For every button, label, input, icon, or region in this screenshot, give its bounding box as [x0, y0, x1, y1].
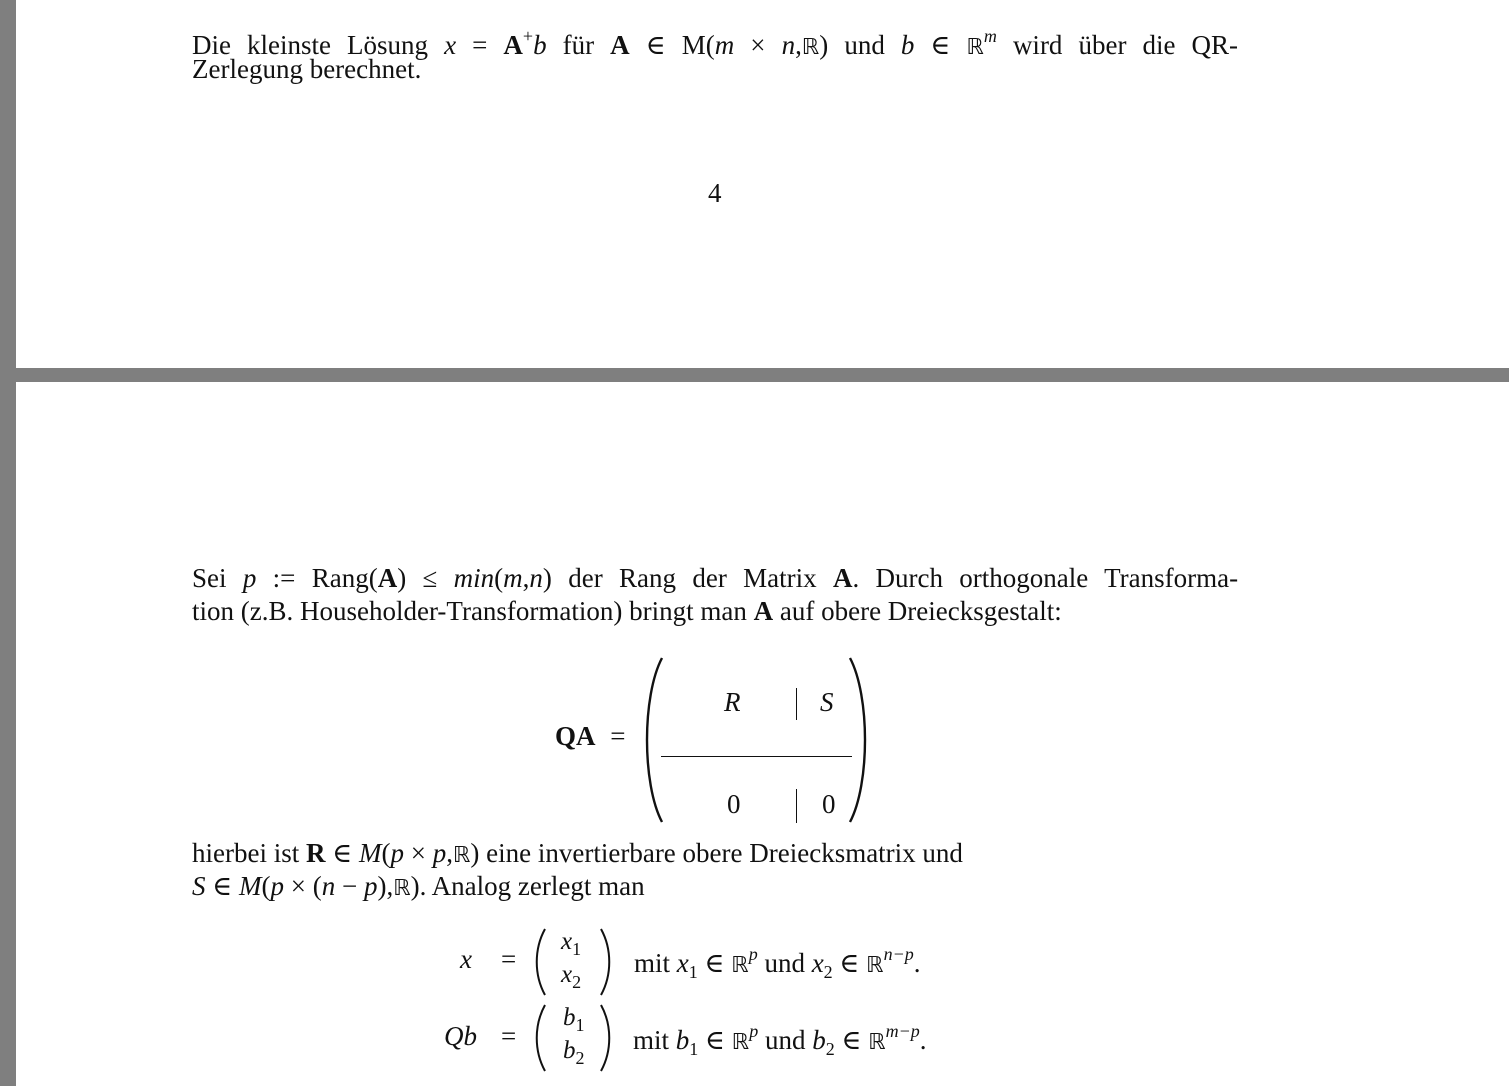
var-p: p — [363, 871, 378, 901]
var-m: m — [503, 563, 523, 593]
var-b: b — [563, 1004, 576, 1031]
var-n: n — [321, 871, 336, 901]
left-vector-paren — [532, 1003, 548, 1073]
subscript: 2 — [825, 1039, 835, 1059]
var-m: m — [714, 30, 735, 60]
element-of: ∈ — [839, 948, 860, 978]
right-vector-paren — [598, 927, 614, 997]
period: . — [919, 1025, 927, 1055]
comma: , — [386, 871, 394, 901]
word-und: und — [764, 1025, 806, 1055]
close-paren: ) — [377, 871, 387, 901]
element-of: ∈ — [705, 1025, 726, 1055]
x-condition — [634, 944, 921, 983]
matrix-A: A — [753, 596, 774, 626]
open-paren: ( — [261, 871, 271, 901]
intro-text-end: wird über die QR- — [1012, 30, 1239, 60]
block-R: R — [724, 687, 741, 717]
reals-symbol: ℝ — [731, 953, 749, 978]
reals-symbol: ℝ — [731, 1030, 750, 1055]
subscript: 1 — [688, 962, 698, 982]
equals-sign: = — [610, 721, 626, 751]
intro-paragraph-line-1: Die kleinste Lösung x = A+b für A ∈ M(m × n,ℝ) und b ∈ ℝ$^m$ wird über die QR- — [192, 26, 1239, 60]
matrix-A: A — [377, 563, 398, 593]
var-b: b — [675, 1025, 690, 1055]
matrix-QA: QA — [555, 721, 596, 751]
equation-lhs — [555, 721, 625, 752]
subscript: 2 — [823, 962, 833, 982]
word-und: und — [844, 30, 885, 60]
var-n: n — [529, 563, 543, 593]
qb-condition — [633, 1021, 927, 1060]
var-x: x — [561, 961, 573, 988]
transformation-text: tion (z.B. Householder-Transformation) bringt man — [192, 596, 747, 626]
exponent: n−p — [883, 944, 914, 964]
exponent: m−p — [885, 1021, 920, 1041]
analog-text: Analog zerlegt man — [431, 871, 645, 901]
times-sign: × — [290, 871, 306, 901]
var-x: x — [444, 30, 457, 60]
var-n: n — [781, 30, 796, 60]
element-of: ∈ — [645, 30, 666, 60]
comma: , — [446, 838, 453, 868]
reals-symbol: ℝ — [452, 843, 471, 868]
leq-sign: ) ≤ — [397, 563, 438, 593]
element-of: ∈ — [212, 871, 233, 901]
var-p: p — [270, 871, 284, 901]
left-vector-paren — [532, 927, 548, 997]
close-paren: ) — [819, 30, 829, 60]
vector-top-entry — [563, 1004, 585, 1036]
matrix-A: A — [610, 30, 630, 60]
var-p: p — [432, 838, 447, 868]
right-vector-paren — [598, 1003, 614, 1073]
var-Qb: Qb — [444, 1021, 477, 1051]
left-big-paren — [642, 656, 666, 824]
intro-paragraph-line-2: Zerlegung berechnet. — [192, 54, 422, 84]
element-of: ∈ — [332, 838, 353, 868]
document-page-1 — [16, 0, 1509, 368]
subscript: 2 — [575, 1048, 585, 1068]
exponent: p — [749, 1021, 759, 1041]
block-S: S — [820, 687, 834, 717]
reals-symbol: ℝ — [868, 1030, 886, 1055]
element-of: ∈ — [841, 1025, 862, 1055]
block-divider-horizontal — [661, 756, 852, 757]
var-b: b — [533, 30, 547, 60]
vector-bottom-entry — [561, 961, 581, 993]
matrix-space-M: M — [239, 871, 262, 901]
triangular-text: eine invertierbare obere Dreiecksmatrix und — [486, 838, 963, 868]
reals-symbol: ℝ — [393, 876, 411, 901]
word-und: und — [764, 948, 805, 978]
var-x: x — [811, 948, 824, 978]
close-paren: ) — [470, 838, 480, 868]
block-zero-right: 0 — [822, 789, 836, 819]
reals-symbol: ℝ — [801, 35, 820, 60]
element-of: ∈ — [930, 30, 951, 60]
minus-sign: − — [341, 871, 358, 901]
word-sei: Sei — [192, 563, 227, 593]
word-fuer: für — [562, 30, 595, 60]
rank-paragraph-line-1 — [192, 562, 1238, 595]
hierbei-text: hierbei ist — [192, 838, 300, 868]
vector-bottom-entry — [563, 1037, 585, 1069]
var-x: x — [561, 928, 573, 955]
block-divider-bottom — [796, 789, 797, 823]
min-function: min — [453, 563, 495, 593]
period: . — [913, 948, 921, 978]
matrix-R: R — [305, 838, 326, 868]
right-big-paren — [846, 656, 870, 824]
subscript: 1 — [572, 939, 582, 959]
matrix-A: A — [503, 30, 523, 60]
matrix-space-M: M( — [681, 30, 715, 60]
times-sign: × — [750, 30, 766, 60]
rank-definition: := Rang( — [272, 563, 378, 593]
vector-top-entry — [561, 928, 581, 960]
triangular-paragraph-line-1 — [192, 837, 963, 872]
rank-text-end: . Durch orthogonale Transforma- — [852, 563, 1239, 593]
times-sign: × — [410, 838, 426, 868]
rank-paragraph-line-2 — [192, 595, 1062, 628]
reals-symbol: ℝ — [866, 953, 884, 978]
subscript: 2 — [572, 972, 582, 992]
close-paren: ). — [410, 871, 427, 901]
block-zero-left: 0 — [727, 789, 741, 819]
open-paren: ( — [312, 871, 322, 901]
word-mit: mit — [633, 1025, 670, 1055]
equals-sign: = — [501, 944, 517, 974]
close-paren: ) — [542, 563, 552, 593]
document-page-2 — [16, 382, 1509, 1086]
var-p: p — [390, 838, 404, 868]
var-b: b — [563, 1037, 576, 1064]
word-mit: mit — [634, 948, 671, 978]
var-x: x — [676, 948, 689, 978]
equals-sign: = — [472, 30, 488, 60]
equals-sign: = — [501, 1021, 517, 1051]
comma: , — [522, 563, 530, 593]
pseudo-inverse-plus: + — [522, 26, 534, 46]
reals-symbol: ℝ — [966, 35, 984, 60]
element-of: ∈ — [704, 948, 725, 978]
var-b: b — [900, 30, 915, 60]
matrix-S: S — [192, 871, 206, 901]
var-b: b — [812, 1025, 826, 1055]
triangular-paragraph-line-2 — [192, 870, 645, 905]
exponent: p — [748, 944, 758, 964]
exponent-m: m — [983, 26, 997, 46]
var-p: p — [242, 563, 257, 593]
subscript: 1 — [689, 1039, 699, 1059]
matrix-A: A — [832, 563, 853, 593]
matrix-space-M: M — [358, 838, 382, 868]
rank-text: der Rang der Matrix — [568, 563, 817, 593]
page-number: 4 — [708, 178, 722, 208]
open-paren: ( — [494, 563, 504, 593]
intro-text: Die kleinste Lösung — [192, 30, 429, 60]
block-divider-top — [796, 688, 797, 720]
subscript: 1 — [575, 1015, 585, 1035]
open-paren: ( — [381, 838, 391, 868]
transformation-text-end: auf obere Dreiecksgestalt: — [779, 596, 1062, 626]
var-x: x — [460, 944, 472, 974]
